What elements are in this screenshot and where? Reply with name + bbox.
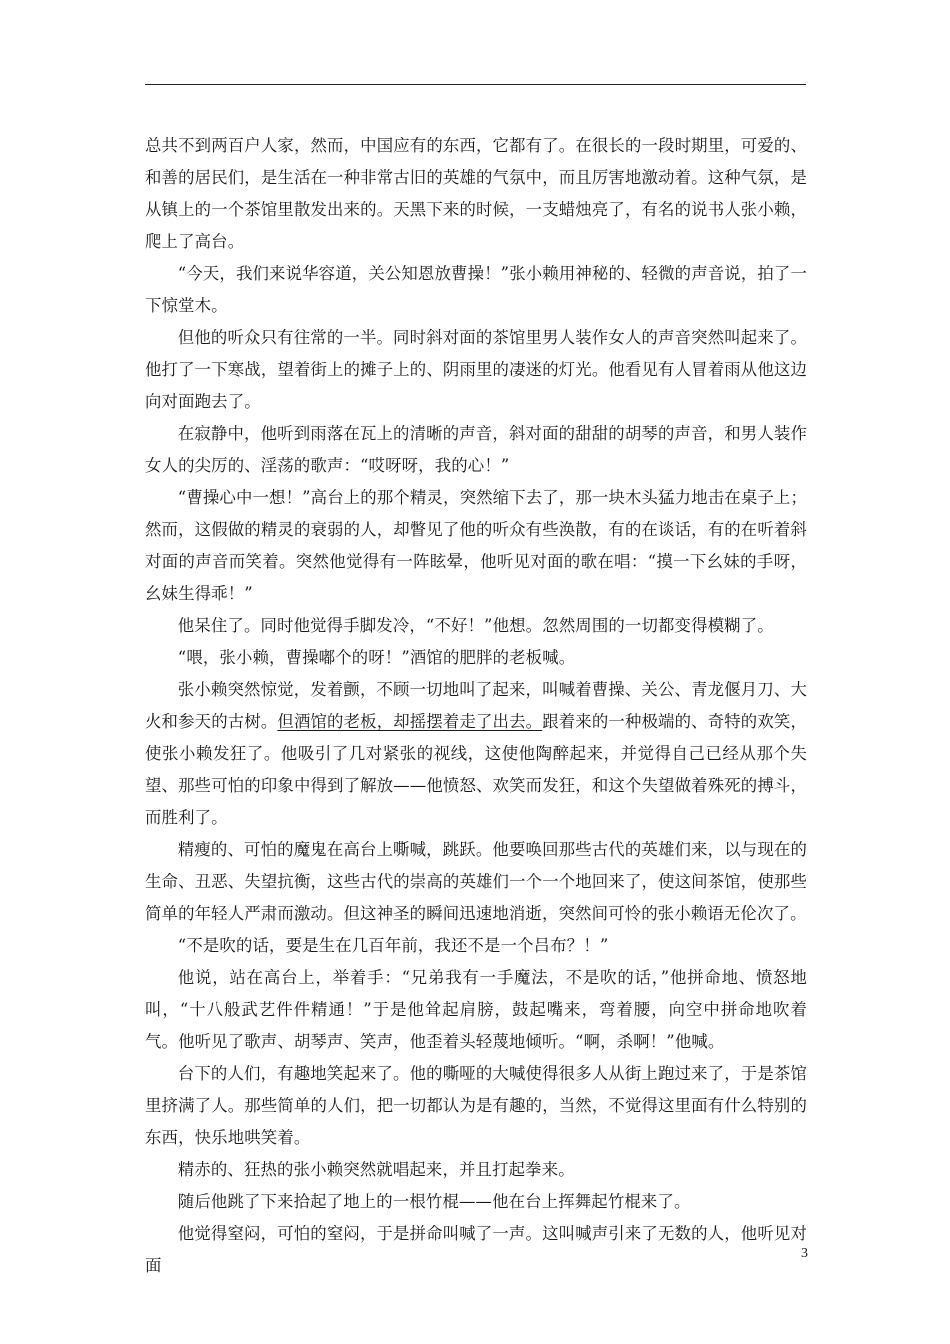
paragraph: 精赤的、狂热的张小赖突然就唱起来，并且打起拳来。 <box>177 1160 575 1179</box>
paragraph: 总共不到两百户人家，然而，中国应有的东西，它都有了。在很长的一段时期里，可爱的、和善的居民们，是生活在一种非常古旧的英雄的气氛中，而且厉害地激动着。这种气氛，是从镇上的一个茶馆里散发出来的。天黑下来的时候，一支蜡烛亮了，有名的说书人张小赖，爬上了高台。 <box>145 136 807 251</box>
paragraph: 但他的听众只有往常的一半。同时斜对面的茶馆里男人装作女人的声音突然叫起来了。他打了一下寒战，望着街上的摊子上的、阴雨里的凄迷的灯光。他看见有人冒着雨从他这边向对面跑去了。 <box>145 328 807 411</box>
paragraph: “不是吹的话，要是生在几百年前，我还不是一个吕布？！” <box>177 936 609 955</box>
paragraph: 随后他跳了下来拾起了地上的一根竹棍——他在台上挥舞起竹棍来了。 <box>177 1192 691 1211</box>
paragraph: 台下的人们，有趣地笑起来了。他的嘶哑的大喊使得很多人从街上跑过来了，于是茶馆里挤满了人。那些简单的人们，把一切都认为是有趣的，当然，不觉得这里面有什么特别的东西，快乐地哄笑着。 <box>145 1064 807 1147</box>
paragraph: 在寂静中，他听到雨落在瓦上的清晰的声音，斜对面的甜甜的胡琴的声音，和男人装作女人的尖厉的、淫荡的歌声：“哎呀呀，我的心！” <box>145 424 807 475</box>
paragraph: “喂，张小赖，曹操嘟个的呀！”酒馆的肥胖的老板喊。 <box>177 648 576 667</box>
paragraph-text: 张小赖突然惊觉，发着颤，不顾一切地叫了起来，叫喊着曹操、关公、青龙偃月刀、大火和参天的古树。 <box>145 680 807 731</box>
underlined-sentence: 但酒馆的老板，却摇摆着走了出去。 <box>277 712 543 731</box>
paragraph-with-underline <box>145 674 807 834</box>
paragraph-text: 跟着来的一种极端的、奇特的欢笑，使张小赖发狂了。他吸引了几对紧张的视线，这使他陶醉起来，并觉得自己已经从那个失望、那些可怕的印象中得到了解放——他愤怒、欢笑而发狂，和这个失望做着殊死的搏斗，而胜利了。 <box>145 712 807 827</box>
paragraph: “今天，我们来说华容道，关公知恩放曹操！”张小赖用神秘的、轻微的声音说，拍了一下惊堂木。 <box>145 264 807 315</box>
article-body <box>145 130 807 1282</box>
page-number: 3 <box>801 1246 808 1261</box>
paragraph: 他呆住了。同时他觉得手脚发冷，“不好！”他想。忽然周围的一切都变得模糊了。 <box>177 616 774 635</box>
paragraph: “曹操心中一想！”高台上的那个精灵，突然缩下去了，那一块木头猛力地击在桌子上；然而，这假做的精灵的衰弱的人，却瞥见了他的听众有些涣散，有的在谈话，有的在听着斜对面的声音而笑着。突然他觉得有一阵眩晕，他听见对面的歌在唱：“摸一下幺妹的手呀，幺妹生得乖！” <box>145 488 807 603</box>
paragraph: 他说，站在高台上，举着手：“兄弟我有一手魔法，不是吹的话，”他拼命地、愤怒地叫，“十八般武艺件件精通！”于是他耸起肩膀，鼓起嘴来，弯着腰，向空中拼命地吹着气。他听见了歌声、胡琴声、笑声，他歪着头轻蔑地倾听。“啊，杀啊！”他喊。 <box>145 968 807 1051</box>
paragraph: 精瘦的、可怕的魔鬼在高台上嘶喊，跳跃。他要唤回那些古代的英雄们来，以与现在的生命、丑恶、失望抗衡，这些古代的崇高的英雄们一个一个地回来了，使这间茶馆，使那些简单的年轻人严肃而激动。但这神圣的瞬间迅速地消逝，突然间可怜的张小赖语无伦次了。 <box>145 840 807 923</box>
header-rule <box>145 84 806 85</box>
paragraph: 他觉得窒闷，可怕的窒闷，于是拼命叫喊了一声。这叫喊声引来了无数的人，他听见对面 <box>145 1224 807 1275</box>
